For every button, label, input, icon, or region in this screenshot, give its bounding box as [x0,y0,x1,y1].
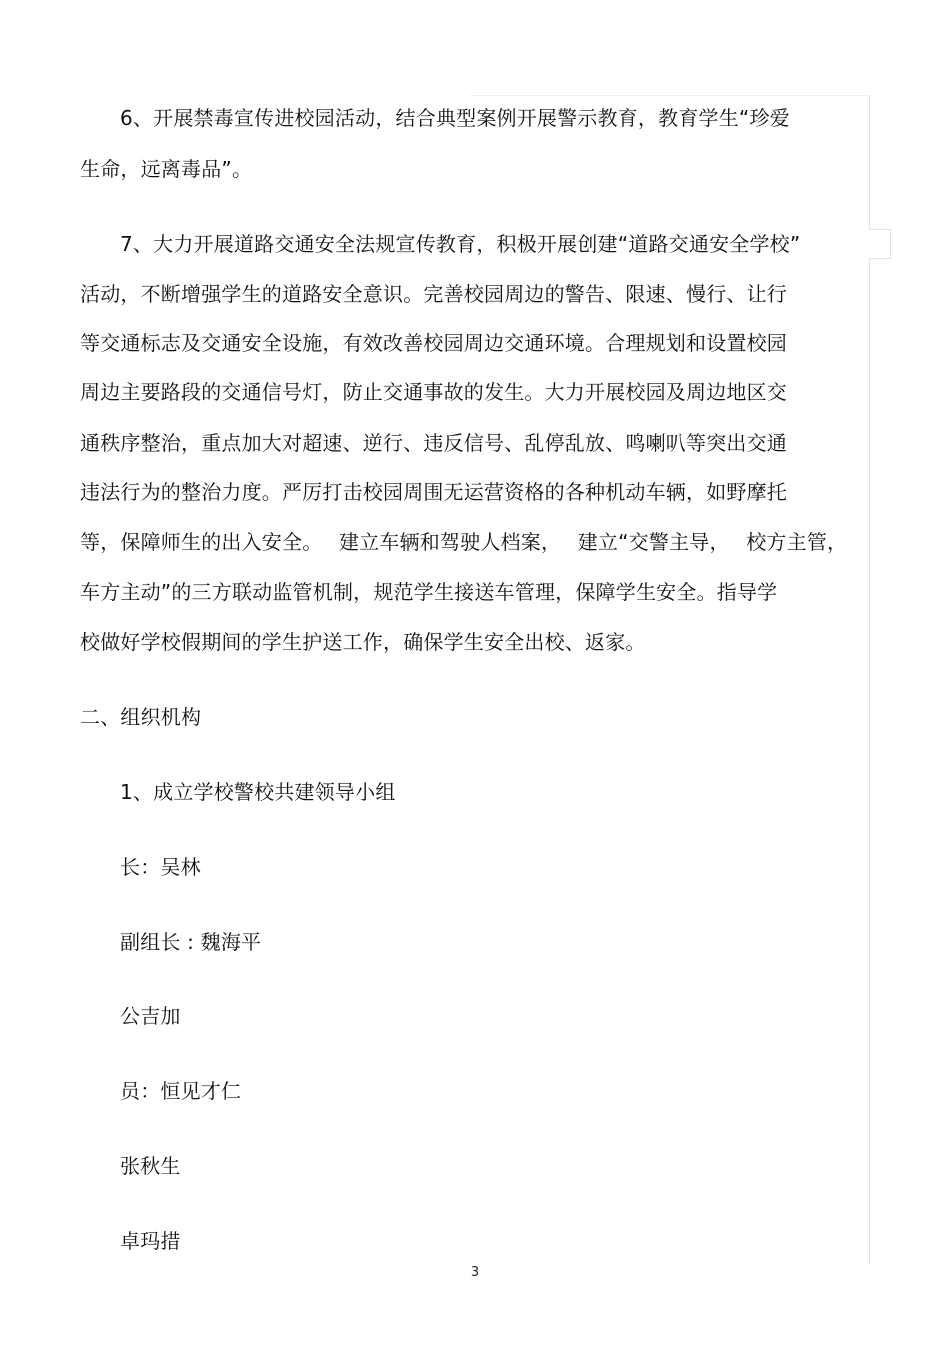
paragraph-6-line-1: 6、开展禁毒宣传进校园活动，结合典型案例开展警示教育，教育学生“珍爱 [120,106,790,130]
paragraph-6-line-2: 生命，远离毒品”。 [80,157,253,181]
page-side-tab [869,229,891,259]
page-number: 3 [470,1265,480,1280]
member-name: 张秋生 [120,1154,181,1178]
subsection-heading: 1、成立学校警校共建领导小组 [120,780,396,804]
section-heading: 二、组织机构 [80,705,202,729]
member-name: 卓玛措 [120,1229,181,1253]
paragraph-7-line-7: 等，保障师生的出入安全。 建立车辆和驾驶人档案， 建立“交警主导， 校方主管， [80,530,848,554]
paragraph-7-line-1: 7、大力开展道路交通安全法规宣传教育，积极开展创建“道路交通安全学校” [120,232,801,256]
page-border-right [869,96,870,1264]
member-staff: 员：恒见才仁 [120,1079,242,1103]
member-deputy-leader: 副组长 : 魏海平 [120,930,262,954]
paragraph-7-line-3: 等交通标志及交通安全设施，有效改善校园周边交通环境。合理规划和设置校园 [80,331,787,355]
page-border-top [470,95,870,96]
paragraph-7-line-9: 校做好学校假期间的学生护送工作，确保学生安全出校、返家。 [80,630,646,654]
member-name: 公吉加 [120,1004,181,1028]
paragraph-7-line-2: 活动，不断增强学生的道路安全意识。完善校园周边的警告、限速、慢行、让行 [80,282,787,306]
member-leader: 长：吴林 [120,855,201,879]
paragraph-7-line-8: 车方主动”的三方联动监管机制，规范学生接送车管理，保障学生安全。指导学 [80,580,778,604]
paragraph-7-line-4: 周边主要路段的交通信号灯，防止交通事故的发生。大力开展校园及周边地区交 [80,380,787,404]
paragraph-7-line-5: 通秩序整治，重点加大对超速、逆行、违反信号、乱停乱放、鸣喇叭等突出交通 [80,431,787,455]
paragraph-7-line-6: 违法行为的整治力度。严厉打击校园周围无运营资格的各种机动车辆，如野摩托 [80,480,787,504]
